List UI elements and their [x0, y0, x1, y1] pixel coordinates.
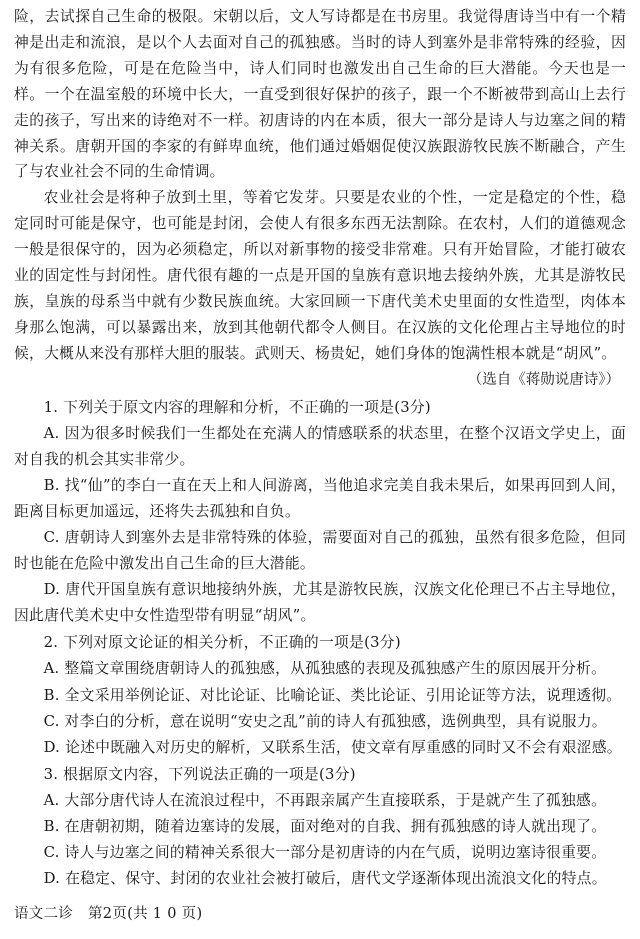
option-a: A. 因为很多时候我们一生都处在充满人的情感联系的状态里，在整个汉语文学史上，面对自我的机会其实非常少。: [14, 424, 626, 468]
question-stem: 1. 下列关于原文内容的理解和分析，不正确的一项是(3分): [43, 398, 431, 416]
question-1: [14, 395, 626, 630]
option-a: A. 大部分唐代诗人在流浪过程中，不再跟亲属产生直接联系，于是就产生了孤独感。: [43, 791, 607, 809]
option-d: D. 在稳定、保守、封闭的农业社会被打破后，唐代文学逐渐体现出流浪文化的特点。: [43, 870, 607, 888]
question-stem: 3. 根据原文内容，下列说法正确的一项是(3分): [43, 765, 356, 783]
passage-paragraph-1: 险，去试探自己生命的极限。宋朝以后，文人写诗都是在书房里。我觉得唐诗当中有一个精神是出走和流浪，是以个人去面对自己的孤独感。当时的诗人到塞外是非常特殊的经验，因为有很多危险，可是在危险当中，诗人们同时也激发出自己生命的巨大潜能。今天也是一样。一个在温室般的环境中长大，一直受到很好保护的孩子，跟一个不断被带到高山上去行走的孩子，写出来的诗绝对不一样。初唐诗的内在本质，很大一部分是诗人与边塞之间的精神关系。唐朝开国的李家的有鲜卑血统，他们通过婚姻促使汉族跟游牧民族不断融合，产生了与农业社会不同的生命情调。: [14, 8, 626, 181]
option-a: A. 整篇文章围绕唐朝诗人的孤独感，从孤独感的表现及孤独感产生的原因展开分析。: [43, 660, 607, 678]
option-b: B. 全文采用举例论证、对比论证、比喻论证、类比论证、引用论证等方法，说理透彻。: [43, 686, 622, 704]
option-b: B. 在唐朝初期，随着边塞诗的发展，面对绝对的自我、拥有孤独感的诗人就出现了。: [43, 817, 607, 835]
option-d: D. 唐代开国皇族有意识地接纳外族，尤其是游牧民族，汉族文化伦理已不占主导地位，因此唐代美术史中女性造型带有明显“胡风”。: [14, 581, 626, 625]
page-footer: 语文二诊 第2页(共 1 0 页): [14, 906, 203, 922]
passage-source: （选自《蒋勋说唐诗》）: [467, 371, 620, 388]
option-c: C. 唐朝诗人到塞外去是非常特殊的体验，需要面对自己的孤独，虽然有很多危险，但同时也能在危险中激发出自己生命的巨大潜能。: [14, 529, 626, 573]
passage-paragraph-2: 农业社会是将种子放到土里，等着它发芽。只要是农业的个性，一定是稳定的个性，稳定同时可能是保守，也可能是封闭，会使人有很多东西无法割除。在农村，人们的道德观念一般是很保守的，因为必须稳定，所以对新事物的接受非常难。只有开始冒险，才能打破农业的固定性与封闭性。唐代很有趣的一点是开国的皇族有意识地去接纳外族，尤其是游牧民族，皇族的母系当中就有少数民族血统。大家回顾一下唐代美术史里面的女性造型，肉体本身那么饱满，可以暴露出来，放到其他朝代都令人侧目。在汉族的文化伦理占主导地位的时候，大概从来没有那样大胆的服装。武则天、杨贵妃，她们身体的饱满性根本就是“胡风”。: [14, 189, 626, 362]
option-c: C. 对李白的分析，意在说明“安史之乱”前的诗人有孤独感，选例典型，具有说服力。: [43, 712, 607, 730]
question-2: [14, 630, 626, 760]
option-d: D. 论述中既融入对历史的解析，又联系生活，使文章有厚重感的同时又不会有艰涩感。: [43, 738, 622, 756]
question-3: [14, 762, 626, 892]
question-stem: 2. 下列对原文论证的相关分析，不正确的一项是(3分): [43, 634, 401, 652]
option-b: B. 找“仙”的李白一直在天上和人间游离，当他追求完美自我未果后，如果再回到人间，距离目标更加遥远，还将失去孤独和自负。: [14, 476, 626, 520]
option-c: C. 诗人与边塞之间的精神关系很大一部分是初唐诗的内在气质，说明边塞诗很重要。: [43, 844, 607, 861]
